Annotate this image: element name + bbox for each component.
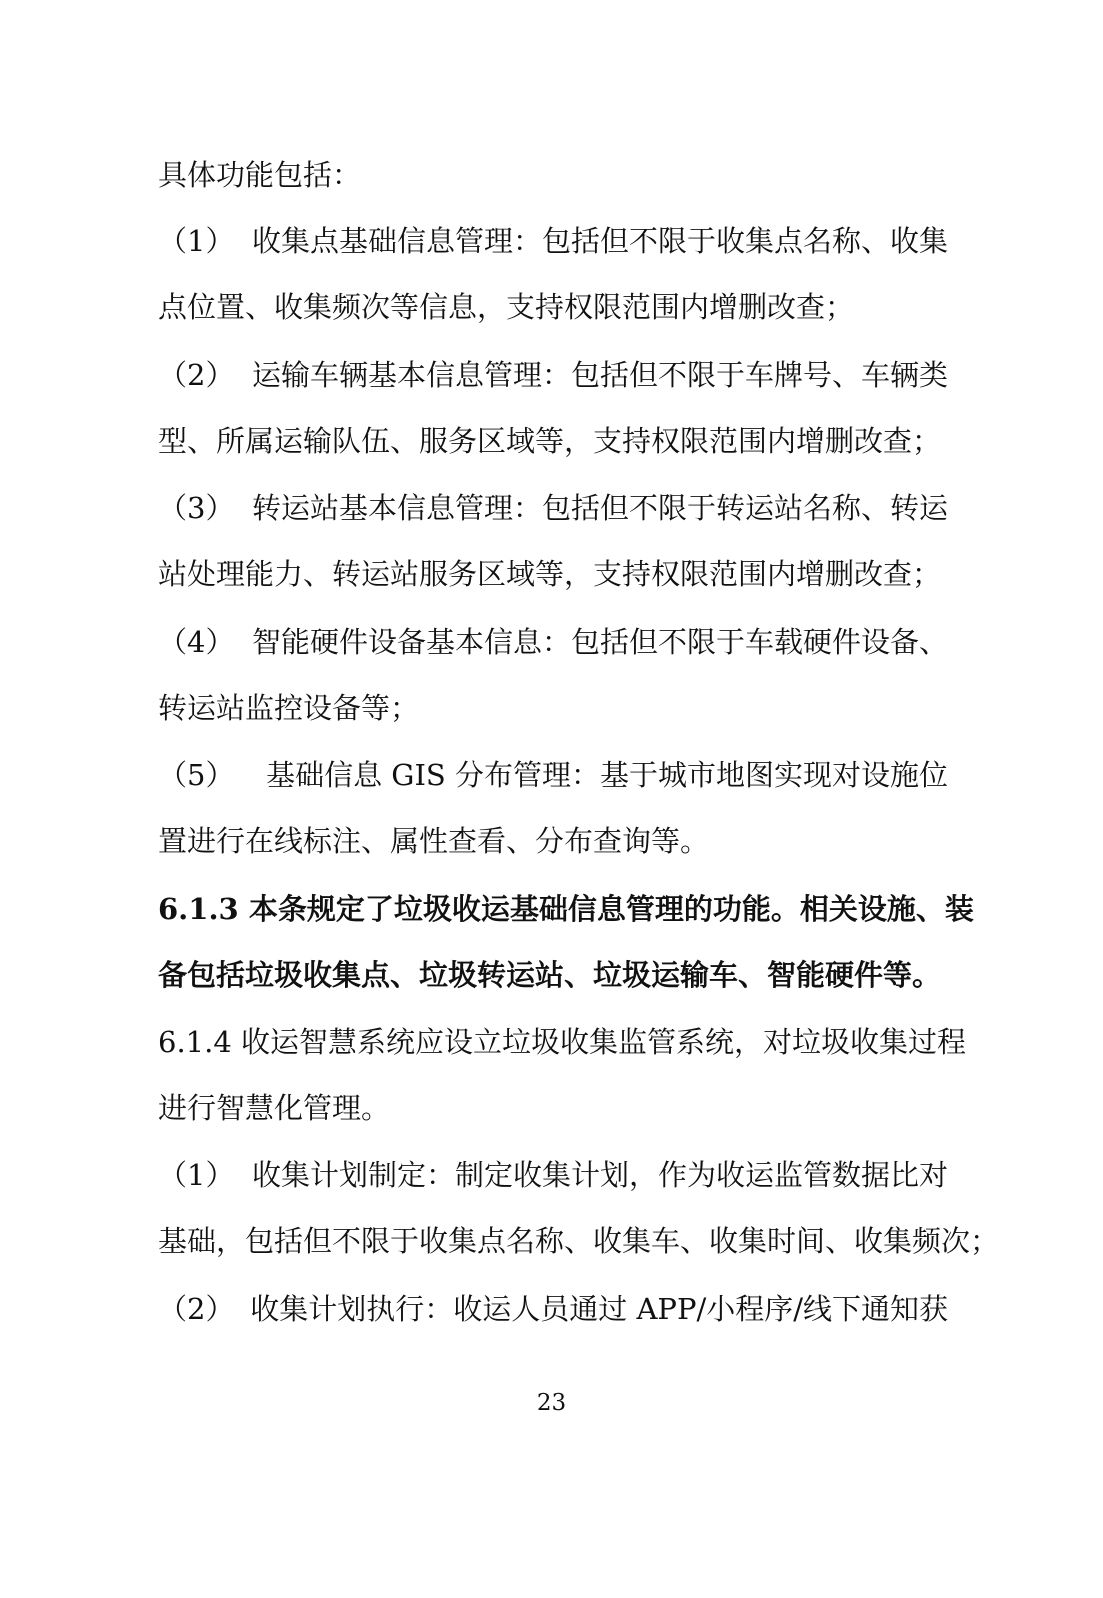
clause-6-1-3-text: 6.1.3 本条规定了垃圾收运基础信息管理的功能。相关设施、装: [158, 892, 974, 926]
intro-text: 具体功能包括：: [158, 158, 362, 192]
item-number: （4）: [158, 625, 235, 659]
item-number: （1）: [158, 224, 235, 258]
list-item: [158, 223, 948, 259]
item-text: 智能硬件设备基本信息：包括但不限于车载硬件设备、: [251, 625, 948, 659]
item-number: （2）: [158, 1292, 235, 1326]
item-number: （3）: [158, 491, 235, 525]
item-text: 收集计划执行：收运人员通过 APP/小程序/线下通知获: [250, 1292, 948, 1326]
list-item: [158, 1157, 948, 1193]
item-text: 收集计划制定：制定收集计划，作为收运监管数据比对: [251, 1158, 948, 1192]
page-number: 23: [536, 1390, 567, 1416]
item-text: 收集点基础信息管理：包括但不限于收集点名称、收集: [251, 224, 948, 258]
item-continuation: 转运站监控设备等；: [158, 691, 420, 725]
list-item: [158, 357, 948, 393]
clause-6-1-3-continuation: 备包括垃圾收集点、垃圾转运站、垃圾运输车、智能硬件等。: [158, 958, 942, 992]
item-number: （1）: [158, 1158, 235, 1192]
clause-6-1-4-continuation: 进行智慧化管理。: [158, 1091, 391, 1125]
item-text: 基础信息 GIS 分布管理：基于城市地图实现对设施位: [266, 758, 948, 792]
item-text: 转运站基本信息管理：包括但不限于转运站名称、转运: [251, 491, 948, 525]
item-continuation: 置进行在线标注、属性查看、分布查询等。: [158, 824, 710, 858]
clause-6-1-4-text: 6.1.4 收运智慧系统应设立垃圾收集监管系统，对垃圾收集过程: [158, 1025, 967, 1059]
item-text: 运输车辆基本信息管理：包括但不限于车牌号、车辆类: [251, 358, 948, 392]
item-continuation: 点位置、收集频次等信息，支持权限范围内增删改查；: [158, 290, 855, 324]
item-number: （5）: [158, 758, 235, 792]
item-continuation: 型、所属运输队伍、服务区域等，支持权限范围内增删改查；: [158, 424, 942, 458]
item-number: （2）: [158, 358, 235, 392]
list-item: [158, 1291, 948, 1327]
item-continuation: 基础，包括但不限于收集点名称、收集车、收集时间、收集频次；: [158, 1224, 1000, 1258]
list-item: [158, 624, 948, 660]
list-item: [158, 757, 948, 793]
item-continuation: 站处理能力、转运站服务区域等，支持权限范围内增删改查；: [158, 557, 942, 591]
list-item: [158, 490, 948, 526]
